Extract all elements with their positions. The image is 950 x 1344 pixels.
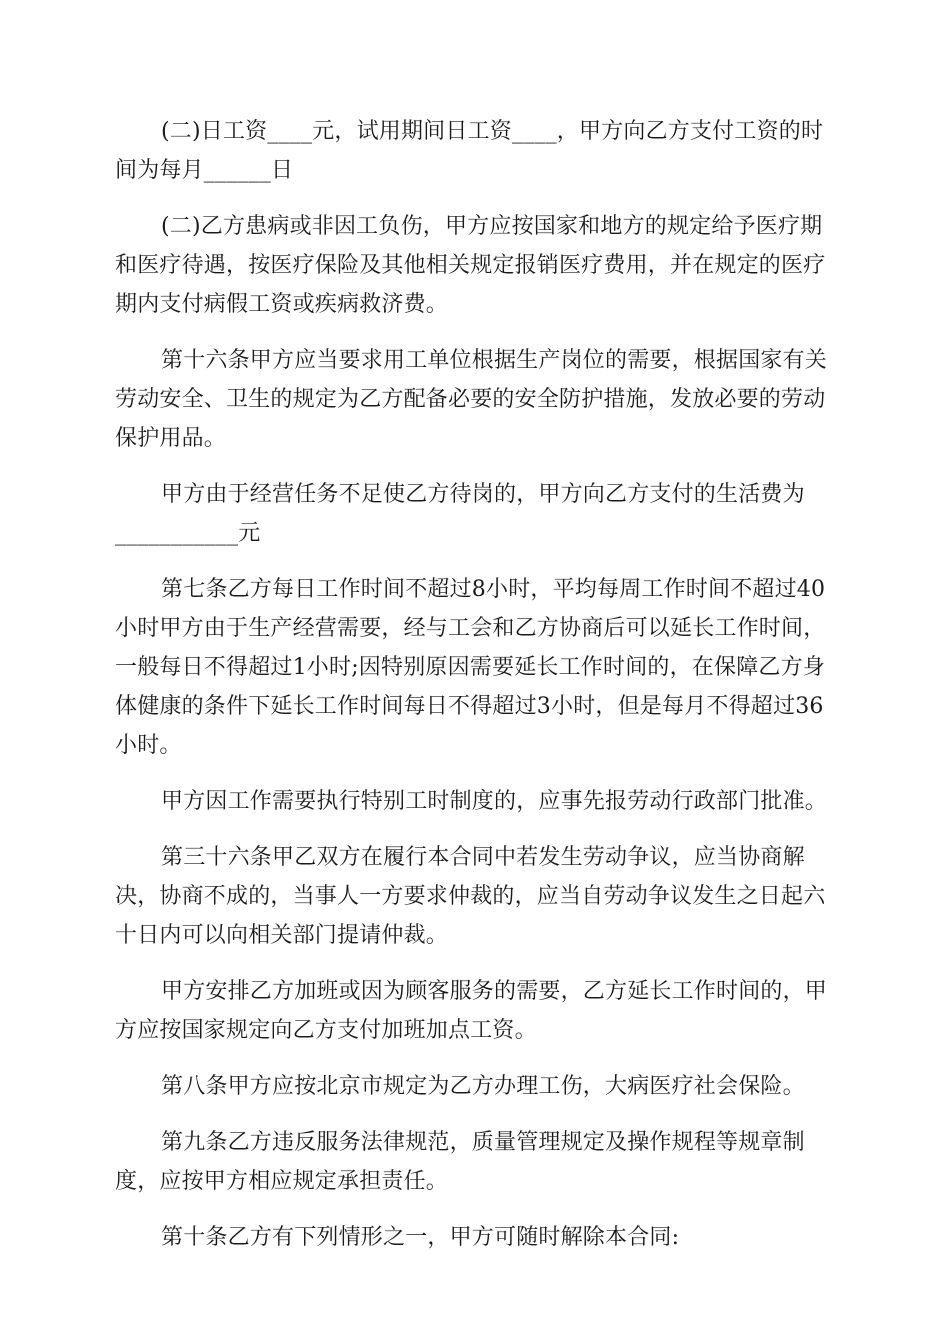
paragraph-special-hours: 甲方因工作需要执行特别工时制度的，应事先报劳动行政部门批准。 bbox=[161, 789, 828, 814]
paragraph-article-8: 第八条甲方应按北京市规定为乙方办理工伤，大病医疗社会保险。 bbox=[161, 1074, 805, 1099]
document-body bbox=[115, 112, 835, 1274]
paragraph-article-9: 第九条乙方违反服务法律规范，质量管理规定及操作规程等规章制度，应按甲方相应规定承担责任。 bbox=[115, 1130, 805, 1194]
paragraph-article-16: 第十六条甲方应当要求用工单位根据生产岗位的需要，根据国家有关劳动安全、卫生的规定为乙方配备必要的安全防护措施，发放必要的劳动保护用品。 bbox=[115, 348, 828, 451]
paragraph-standby-allowance: 甲方由于经营任务不足使乙方待岗的，甲方向乙方支付的生活费为___________元 bbox=[115, 482, 805, 546]
paragraph-article-7: 第七条乙方每日工作时间不超过8小时，平均每周工作时间不超过40小时甲方由于生产经营需要，经与工会和乙方协商后可以延长工作时间，一般每日不得超过1小时;因特别原因需要延长工作时间的，在保障乙方身体健康的条件下延长工作时间每日不得超过3小时，但是每月不得超过36小时。 bbox=[115, 577, 826, 758]
paragraph-overtime-pay: 甲方安排乙方加班或因为顾客服务的需要，乙方延长工作时间的，甲方应按国家规定向乙方支付加班加点工资。 bbox=[115, 979, 828, 1043]
paragraph-article-36: 第三十六条甲乙双方在履行本合同中若发生劳动争议，应当协商解决，协商不成的，当事人一方要求仲裁的，应当自劳动争议发生之日起六十日内可以向相关部门提请仲裁。 bbox=[115, 845, 826, 948]
paragraph-article-10: 第十条乙方有下列情形之一，甲方可随时解除本合同: bbox=[161, 1225, 680, 1250]
paragraph-daily-wage: (二)日工资____元，试用期间日工资____，甲方向乙方支付工资的时间为每月______日 bbox=[115, 119, 824, 183]
paragraph-medical-leave: (二)乙方患病或非因工负伤，甲方应按国家和地方的规定给予医疗期和医疗待遇，按医疗保险及其他相关规定报销医疗费用，并在规定的医疗期内支付病假工资或疾病救济费。 bbox=[115, 214, 826, 317]
